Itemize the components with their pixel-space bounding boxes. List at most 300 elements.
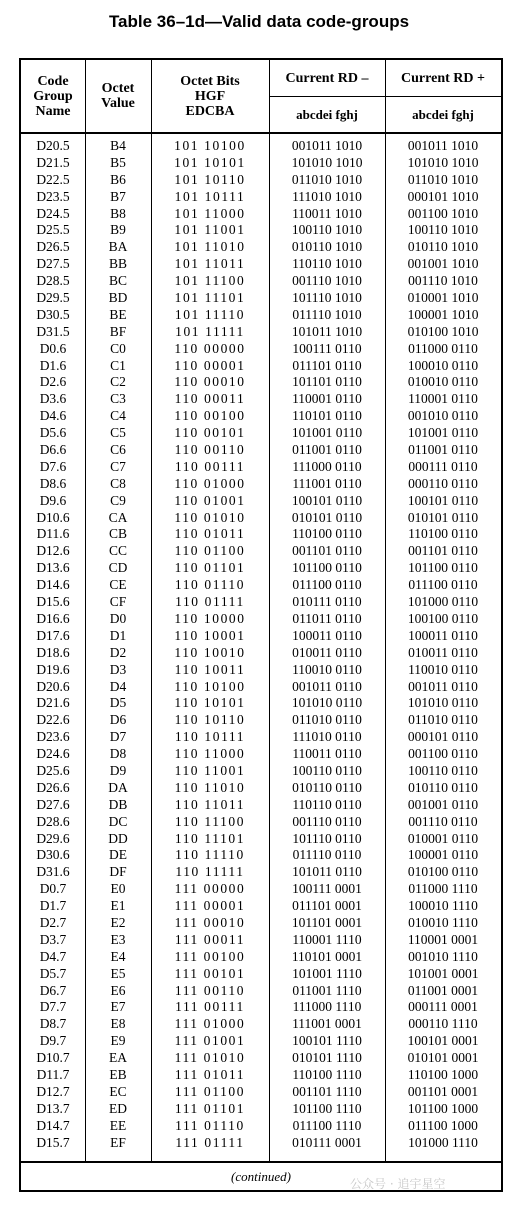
octet-bits-cell: 110 10000: [174, 610, 246, 626]
table-title: Table 36–1d—Valid data code-groups: [108, 12, 410, 31]
octet-bits-cell: 111 00001: [174, 898, 246, 914]
code-group-name-cell: D19.6: [36, 661, 70, 677]
rd-minus-code-cell: 110100 0110: [292, 526, 362, 542]
code-group-name-cell: D0.7: [39, 881, 67, 897]
code-group-name-cell: D5.6: [39, 425, 67, 441]
code-group-name-cell: D21.5: [36, 154, 70, 170]
table-row: [21, 611, 501, 628]
code-group-name-cell: D2.7: [39, 914, 67, 930]
octet-value-cell: E5: [110, 965, 126, 981]
rd-plus-code-cell: 011010 0110: [408, 712, 478, 728]
octet-bits-cell: 101 10100: [174, 138, 246, 153]
rd-minus-code-cell: 011011 0110: [292, 610, 362, 626]
code-group-name-cell: D25.6: [36, 762, 70, 778]
header-current-rd-minus: Current RD –: [285, 70, 369, 86]
rd-minus-code-cell: 110101 0110: [292, 408, 362, 424]
header-divider: [21, 132, 501, 134]
code-group-name-cell: D22.5: [36, 171, 70, 187]
rd-minus-code-cell: 101001 1110: [292, 965, 362, 981]
rd-minus-code-cell: 100110 1010: [291, 222, 363, 238]
table-row: [21, 510, 501, 527]
code-group-name-cell: D28.6: [36, 813, 70, 829]
rd-plus-code-cell: 010010 1110: [408, 914, 478, 930]
rd-minus-code-cell: 101001 0110: [291, 425, 363, 441]
rd-plus-code-cell: 100100 0110: [407, 610, 479, 626]
table-row: [21, 814, 501, 831]
rd-minus-code-cell: 011101 0110: [292, 357, 362, 373]
rd-plus-code-cell: 100001 0110: [407, 847, 479, 863]
table-row: [21, 898, 501, 915]
rd-minus-code-cell: 011010 1010: [291, 171, 363, 187]
octet-bits-cell: 101 11100: [174, 273, 246, 289]
rd-minus-code-cell: 011100 0110: [292, 577, 362, 593]
rd-plus-code-cell: 100001 1010: [407, 306, 479, 322]
octet-value-cell: D9: [109, 762, 127, 778]
octet-bits-cell: 101 11011: [174, 256, 246, 272]
rd-minus-code-cell: 110001 1110: [292, 931, 362, 947]
octet-value-cell: C0: [110, 340, 126, 356]
octet-bits-cell: 101 11001: [174, 222, 246, 238]
rd-plus-code-cell: 010101 0001: [407, 1050, 479, 1066]
table-row: [21, 1135, 501, 1152]
continued-note: (continued): [231, 1169, 291, 1184]
code-group-name-cell: D12.6: [36, 543, 70, 559]
octet-bits-cell: 111 00010: [174, 914, 246, 930]
octet-value-cell: B8: [110, 205, 126, 221]
octet-value-cell: CB: [108, 526, 127, 542]
table-row: [21, 577, 501, 594]
octet-value-cell: EC: [109, 1083, 127, 1099]
table-row: [21, 459, 501, 476]
code-group-name-cell: D26.6: [36, 779, 70, 795]
octet-bits-cell: 110 00000: [174, 340, 246, 356]
table-row: [21, 983, 501, 1000]
table-row: [21, 290, 501, 307]
rd-plus-code-cell: 001101 0001: [407, 1083, 479, 1099]
octet-value-cell: BF: [109, 323, 127, 339]
table-row: [21, 712, 501, 729]
octet-bits-cell: 110 00010: [174, 374, 246, 390]
octet-value-cell: BC: [108, 273, 127, 289]
octet-bits-cell: 110 01101: [174, 560, 246, 576]
rd-plus-code-cell: 011001 0110: [408, 442, 478, 458]
code-group-name-cell: D0.6: [39, 340, 67, 356]
rd-minus-code-cell: 010110 0110: [292, 779, 362, 795]
code-group-name-cell: D3.7: [39, 931, 67, 947]
octet-value-cell: BE: [109, 306, 127, 322]
octet-value-cell: D1: [109, 627, 127, 643]
table-row: [21, 493, 501, 510]
watermark-text: 公众号 · 追宇星空: [350, 1177, 446, 1191]
code-group-name-cell: D27.5: [36, 256, 70, 272]
octet-value-cell: EA: [109, 1050, 127, 1066]
code-group-name-cell: D10.6: [36, 509, 70, 525]
table-row: [21, 729, 501, 746]
octet-value-cell: EB: [109, 1066, 127, 1082]
rd-minus-code-cell: 110110 1010: [292, 256, 362, 272]
octet-value-cell: B9: [110, 222, 126, 238]
code-group-name-cell: D10.7: [36, 1050, 70, 1066]
rd-minus-code-cell: 101101 0001: [291, 914, 363, 930]
rd-plus-code-cell: 000101 1010: [407, 188, 479, 204]
code-group-name-cell: D14.7: [36, 1117, 70, 1133]
rd-plus-code-cell: 110100 1000: [407, 1066, 479, 1082]
code-group-name-cell: D9.6: [39, 492, 67, 508]
table-row: [21, 763, 501, 780]
rd-minus-code-cell: 110110 0110: [292, 796, 362, 812]
octet-bits-cell: 111 00011: [174, 931, 246, 947]
rd-plus-code-cell: 001011 1010: [407, 138, 479, 153]
code-group-name-cell: D5.7: [39, 965, 67, 981]
octet-bits-cell: 110 10011: [174, 661, 246, 677]
table-row: [21, 408, 501, 425]
code-group-name-cell: D23.6: [36, 729, 70, 745]
code-group-name-cell: D1.7: [39, 898, 67, 914]
rd-minus-code-cell: 100101 0110: [291, 492, 363, 508]
octet-value-cell: E3: [110, 931, 126, 947]
octet-value-cell: E1: [110, 898, 126, 914]
code-group-name-cell: D7.7: [39, 999, 67, 1015]
rd-minus-code-cell: 011101 0001: [292, 898, 362, 914]
octet-bits-cell: 101 11111: [175, 323, 245, 339]
rd-plus-code-cell: 010010 0110: [407, 374, 479, 390]
rd-minus-code-cell: 011110 1010: [292, 306, 362, 322]
code-group-name-cell: D30.6: [36, 847, 70, 863]
rd-plus-code-cell: 001101 0110: [408, 543, 478, 559]
octet-value-cell: BB: [108, 256, 127, 272]
octet-bits-cell: 110 10110: [174, 712, 246, 728]
octet-bits-cell: 111 01101: [174, 1100, 246, 1116]
rd-minus-code-cell: 010111 0110: [292, 594, 362, 610]
code-group-name-cell: D6.7: [39, 982, 67, 998]
code-group-name-cell: D20.6: [36, 678, 70, 694]
table-row: [21, 628, 501, 645]
octet-bits-cell: 110 11110: [175, 847, 245, 863]
table-row: [21, 645, 501, 662]
table-row: [21, 172, 501, 189]
rd-plus-code-cell: 100101 0110: [407, 492, 479, 508]
octet-value-cell: D6: [109, 712, 127, 728]
code-group-name-cell: D16.6: [36, 610, 70, 626]
table-row: [21, 560, 501, 577]
rd-plus-code-cell: 011000 1110: [408, 881, 478, 897]
octet-value-cell: DE: [109, 847, 127, 863]
table-row: [21, 999, 501, 1016]
rd-minus-code-cell: 010101 0110: [291, 509, 363, 525]
rd-minus-code-cell: 111010 1010: [292, 188, 362, 204]
rd-minus-code-cell: 001011 1010: [291, 138, 363, 153]
table-row: [21, 273, 501, 290]
rd-minus-code-cell: 001011 0110: [292, 678, 362, 694]
octet-bits-cell: 110 01110: [174, 577, 246, 593]
rd-plus-code-cell: 001011 0110: [408, 678, 478, 694]
rd-plus-code-cell: 010110 1010: [407, 239, 479, 255]
header-rd-plus-bit-order: abcdei fghj: [412, 106, 474, 122]
rd-minus-code-cell: 101110 1010: [292, 290, 362, 306]
table-row: [21, 594, 501, 611]
octet-value-cell: E6: [110, 982, 126, 998]
rd-minus-code-cell: 110100 1110: [292, 1066, 362, 1082]
octet-value-cell: E8: [110, 1016, 126, 1032]
code-group-name-cell: D28.5: [36, 273, 70, 289]
octet-bits-cell: 110 00001: [174, 357, 246, 373]
octet-bits-cell: 110 00110: [174, 442, 246, 458]
octet-value-cell: E2: [110, 914, 126, 930]
octet-value-cell: C8: [110, 475, 126, 491]
table-row: [21, 831, 501, 848]
code-group-name-cell: D26.5: [36, 239, 70, 255]
rd-minus-code-cell: 111000 0110: [292, 458, 362, 474]
rd-minus-code-cell: 110010 0110: [292, 661, 362, 677]
octet-bits-cell: 111 01100: [174, 1083, 246, 1099]
octet-value-cell: DD: [108, 830, 128, 846]
octet-value-cell: D4: [109, 678, 127, 694]
table-row: [21, 1084, 501, 1101]
rd-minus-code-cell: 110011 0110: [292, 746, 362, 762]
rd-minus-code-cell: 101011 1010: [291, 323, 363, 339]
code-group-name-cell: D21.6: [36, 695, 70, 711]
code-group-name-cell: D3.6: [39, 391, 67, 407]
rd-plus-code-cell: 101100 0110: [408, 560, 478, 576]
code-group-name-cell: D31.5: [36, 323, 70, 339]
octet-bits-cell: 110 01010: [174, 509, 246, 525]
code-group-name-cell: D11.7: [36, 1066, 70, 1082]
table-row: [21, 847, 501, 864]
table-row: [21, 797, 501, 814]
rd-minus-code-cell: 100111 0001: [292, 881, 362, 897]
rd-plus-code-cell: 010001 0110: [407, 830, 479, 846]
table-row: [21, 189, 501, 206]
rd-minus-code-cell: 101110 0110: [292, 830, 362, 846]
rd-plus-code-cell: 001100 1010: [407, 205, 479, 221]
code-group-name-cell: D31.6: [36, 864, 70, 880]
octet-value-cell: D5: [109, 695, 127, 711]
table-row: [21, 695, 501, 712]
rd-plus-code-cell: 010101 0110: [407, 509, 479, 525]
octet-bits-cell: 110 01111: [175, 594, 245, 610]
octet-bits-cell: 110 10001: [174, 627, 246, 643]
code-group-name-cell: D30.5: [36, 306, 70, 322]
header-rd-minus-bit-order: abcdei fghj: [296, 106, 358, 122]
rd-minus-code-cell: 101010 0110: [291, 695, 363, 711]
octet-value-cell: C2: [110, 374, 126, 390]
rd-plus-code-cell: 110001 0110: [408, 391, 478, 407]
octet-value-cell: DC: [108, 813, 128, 829]
code-group-name-cell: D13.6: [36, 560, 70, 576]
octet-value-cell: C7: [110, 458, 126, 474]
rd-plus-code-cell: 000110 1110: [408, 1016, 478, 1032]
octet-bits-cell: 101 10110: [174, 171, 246, 187]
rd-plus-code-cell: 101001 0001: [407, 965, 479, 981]
octet-value-cell: DB: [108, 796, 128, 812]
rd-minus-code-cell: 111010 0110: [292, 729, 362, 745]
octet-value-cell: ED: [109, 1100, 127, 1116]
table-row: [21, 526, 501, 543]
octet-value-cell: B5: [110, 154, 126, 170]
code-group-name-cell: D9.7: [39, 1033, 67, 1049]
table-row: [21, 222, 501, 239]
rd-plus-code-cell: 100101 0001: [407, 1033, 479, 1049]
octet-bits-cell: 101 11101: [174, 290, 246, 306]
octet-bits-cell: 111 01110: [175, 1117, 245, 1133]
octet-bits-cell: 111 00101: [174, 965, 246, 981]
rd-plus-code-cell: 100010 1110: [408, 898, 478, 914]
octet-bits-cell: 110 00111: [174, 458, 246, 474]
octet-bits-cell: 110 10100: [174, 678, 246, 694]
rd-plus-code-cell: 001110 1010: [408, 273, 478, 289]
data-code-groups-table: [19, 58, 503, 1192]
rd-minus-code-cell: 111000 1110: [292, 999, 362, 1015]
rd-minus-code-cell: 110001 0110: [292, 391, 362, 407]
octet-bits-cell: 110 10010: [174, 644, 246, 660]
rd-minus-code-cell: 011110 0110: [292, 847, 362, 863]
code-group-name-cell: D15.7: [36, 1134, 70, 1150]
rd-minus-code-cell: 101100 0110: [292, 560, 362, 576]
code-group-name-cell: D25.5: [36, 222, 70, 238]
code-group-name-cell: D20.5: [36, 138, 70, 153]
rd-plus-code-cell: 001010 0110: [407, 408, 479, 424]
rd-minus-code-cell: 001101 1110: [292, 1083, 362, 1099]
rd-plus-code-cell: 001100 0110: [408, 746, 478, 762]
rd-plus-code-cell: 110001 0001: [407, 931, 479, 947]
header-code-group-name: Code Group Name: [33, 73, 73, 119]
rd-plus-code-cell: 011010 1010: [407, 171, 479, 187]
table-row: [21, 206, 501, 223]
octet-bits-cell: 110 11001: [174, 762, 246, 778]
table-row: [21, 1050, 501, 1067]
table-row: [21, 307, 501, 324]
octet-bits-cell: 110 11101: [174, 830, 246, 846]
rd-plus-code-cell: 011001 0001: [407, 982, 479, 998]
rd-minus-code-cell: 100011 0110: [292, 627, 362, 643]
octet-bits-cell: 110 01000: [174, 475, 246, 491]
code-group-name-cell: D8.6: [39, 475, 67, 491]
code-group-name-cell: D7.6: [39, 458, 67, 474]
octet-bits-cell: 111 01010: [174, 1050, 246, 1066]
table-row: [21, 1016, 501, 1033]
table-row: [21, 932, 501, 949]
octet-bits-cell: 101 10111: [174, 188, 246, 204]
octet-bits-cell: 110 00011: [174, 391, 246, 407]
rd-plus-code-cell: 100010 0110: [407, 357, 479, 373]
code-group-name-cell: D13.7: [36, 1100, 70, 1116]
octet-bits-cell: 111 00100: [174, 948, 246, 964]
rd-minus-code-cell: 111001 0001: [292, 1016, 362, 1032]
header-octet-value: Octet Value: [101, 81, 135, 111]
octet-value-cell: EE: [109, 1117, 127, 1133]
octet-value-cell: D2: [109, 644, 127, 660]
octet-bits-cell: 110 01011: [174, 526, 246, 542]
octet-value-cell: D7: [109, 729, 127, 745]
table-row: [21, 966, 501, 983]
rd-plus-code-cell: 000101 0110: [407, 729, 479, 745]
table-row: [21, 155, 501, 172]
rd-minus-code-cell: 011001 1110: [292, 982, 362, 998]
octet-bits-cell: 111 00110: [174, 982, 246, 998]
table-row: [21, 1033, 501, 1050]
table-row: [21, 138, 501, 155]
code-group-name-cell: D29.5: [36, 290, 70, 306]
octet-bits-cell: 111 01001: [174, 1033, 246, 1049]
rd-minus-code-cell: 100101 1110: [292, 1033, 362, 1049]
rd-minus-code-cell: 001110 1010: [292, 273, 362, 289]
octet-value-cell: B7: [110, 188, 126, 204]
rd-plus-code-cell: 011000 0110: [408, 340, 478, 356]
octet-value-cell: CE: [109, 577, 127, 593]
rd-minus-code-cell: 111001 0110: [292, 475, 362, 491]
table-row: [21, 543, 501, 560]
code-group-name-cell: D4.6: [39, 408, 67, 424]
octet-bits-cell: 110 01100: [174, 543, 246, 559]
table-row: [21, 391, 501, 408]
octet-value-cell: C1: [110, 357, 126, 373]
code-group-name-cell: D4.7: [39, 948, 67, 964]
octet-value-cell: CF: [109, 594, 127, 610]
table-row: [21, 949, 501, 966]
octet-value-cell: B6: [110, 171, 126, 187]
octet-value-cell: C5: [110, 425, 126, 441]
octet-bits-cell: 110 11000: [174, 746, 246, 762]
rd-plus-code-cell: 101010 0110: [407, 695, 479, 711]
octet-value-cell: DA: [108, 779, 128, 795]
rd-plus-code-cell: 001001 0110: [407, 796, 479, 812]
octet-value-cell: CA: [108, 509, 128, 525]
octet-bits-cell: 101 11010: [174, 239, 246, 255]
octet-value-cell: C3: [110, 391, 126, 407]
table-row: [21, 324, 501, 341]
octet-bits-cell: 110 11111: [175, 864, 245, 880]
octet-bits-cell: 111 01011: [174, 1066, 246, 1082]
rd-plus-code-cell: 000111 0110: [408, 458, 478, 474]
rd-minus-code-cell: 011010 0110: [292, 712, 362, 728]
table-row: [21, 476, 501, 493]
rd-minus-code-cell: 010101 1110: [292, 1050, 362, 1066]
table-row: [21, 1101, 501, 1118]
rd-minus-code-cell: 011100 1110: [292, 1117, 362, 1133]
table-row: [21, 662, 501, 679]
octet-value-cell: D3: [109, 661, 127, 677]
octet-bits-cell: 110 10111: [174, 729, 246, 745]
octet-bits-cell: 111 01000: [174, 1016, 246, 1032]
code-group-name-cell: D15.6: [36, 594, 70, 610]
rd-plus-code-cell: 001010 1110: [408, 948, 478, 964]
octet-value-cell: CD: [108, 560, 128, 576]
rd-plus-code-cell: 101100 1000: [407, 1100, 479, 1116]
code-group-name-cell: D17.6: [36, 627, 70, 643]
rd-plus-code-cell: 110100 0110: [408, 526, 478, 542]
table-row: [21, 256, 501, 273]
octet-value-cell: E9: [110, 1033, 126, 1049]
table-row: [21, 374, 501, 391]
table-row: [21, 442, 501, 459]
octet-bits-cell: 110 11100: [174, 813, 246, 829]
code-group-name-cell: D18.6: [36, 644, 70, 660]
octet-bits-cell: 101 11110: [174, 306, 246, 322]
header-octet-bits: Octet Bits HGF EDCBA: [180, 73, 240, 119]
rd-plus-code-cell: 000111 0001: [408, 999, 478, 1015]
rd-plus-code-cell: 000110 0110: [408, 475, 478, 491]
octet-bits-cell: 110 01001: [174, 492, 246, 508]
octet-value-cell: B4: [110, 138, 126, 153]
code-group-name-cell: D22.6: [36, 712, 70, 728]
rd-minus-code-cell: 011001 0110: [292, 442, 362, 458]
table-row: [21, 425, 501, 442]
rd-plus-code-cell: 101001 0110: [407, 425, 479, 441]
octet-bits-cell: 111 00000: [174, 881, 246, 897]
octet-bits-cell: 110 10101: [174, 695, 246, 711]
octet-value-cell: BD: [108, 290, 128, 306]
table-row: [21, 1118, 501, 1135]
